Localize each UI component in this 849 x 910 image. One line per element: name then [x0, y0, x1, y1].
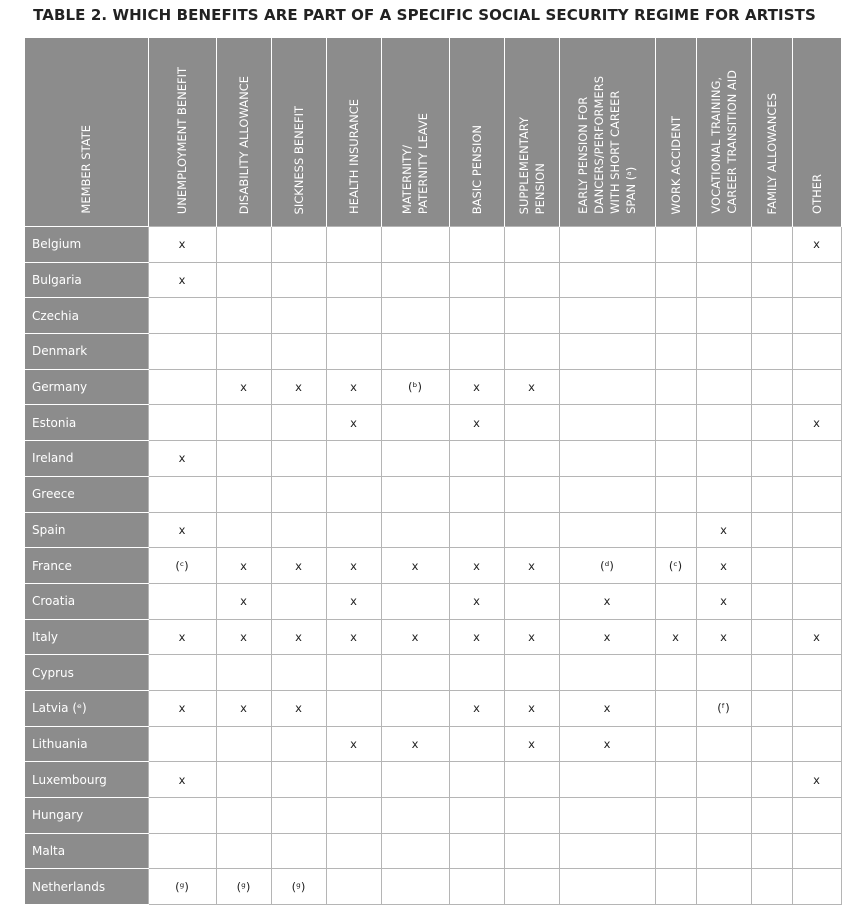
benefit-cell — [559, 405, 655, 441]
benefit-cell — [216, 476, 271, 512]
column-header — [696, 38, 751, 227]
benefit-cell — [559, 476, 655, 512]
benefit-cell — [655, 690, 696, 726]
benefit-cell: x — [326, 369, 381, 405]
benefit-cell — [216, 726, 271, 762]
benefit-cell: x — [655, 619, 696, 655]
benefit-cell — [449, 334, 504, 370]
benefit-cell — [504, 298, 559, 334]
benefit-cell — [449, 798, 504, 834]
benefit-cell: x — [559, 690, 655, 726]
benefit-cell: x — [559, 619, 655, 655]
benefit-cell — [148, 833, 216, 869]
benefit-cell — [381, 227, 449, 263]
benefit-cell: x — [148, 512, 216, 548]
benefit-cell — [148, 726, 216, 762]
benefit-cell: x — [792, 762, 841, 798]
benefit-cell — [792, 476, 841, 512]
column-header — [751, 38, 792, 227]
member-state-cell: Cyprus — [25, 655, 148, 691]
benefit-cell — [751, 262, 792, 298]
benefit-cell: x — [148, 441, 216, 477]
benefit-cell — [751, 726, 792, 762]
benefit-cell: x — [449, 405, 504, 441]
benefit-cell — [655, 833, 696, 869]
benefit-cell — [655, 262, 696, 298]
benefit-cell — [381, 583, 449, 619]
benefit-cell — [792, 548, 841, 584]
benefit-cell — [449, 726, 504, 762]
benefit-cell: x — [216, 369, 271, 405]
benefit-cell — [326, 512, 381, 548]
column-header — [271, 38, 326, 227]
benefit-cell: x — [449, 619, 504, 655]
benefit-cell — [271, 227, 326, 263]
benefit-cell — [216, 798, 271, 834]
benefit-cell — [271, 476, 326, 512]
column-header — [326, 38, 381, 227]
benefit-cell — [751, 869, 792, 905]
benefit-cell: x — [696, 583, 751, 619]
benefit-cell — [792, 798, 841, 834]
benefit-cell — [751, 690, 792, 726]
benefit-cell: x — [271, 369, 326, 405]
benefit-cell — [696, 798, 751, 834]
benefit-cell: x — [148, 619, 216, 655]
table-row — [25, 441, 841, 477]
benefit-cell — [559, 334, 655, 370]
table-row — [25, 262, 841, 298]
benefit-cell — [696, 262, 751, 298]
benefit-cell — [381, 833, 449, 869]
benefit-cell — [792, 833, 841, 869]
benefit-cell — [792, 869, 841, 905]
benefit-cell: x — [381, 548, 449, 584]
benefit-cell — [449, 833, 504, 869]
benefit-cell — [792, 369, 841, 405]
benefit-cell — [271, 583, 326, 619]
table-row — [25, 227, 841, 263]
benefit-cell — [271, 726, 326, 762]
benefit-cell — [271, 655, 326, 691]
table-row — [25, 619, 841, 655]
benefit-cell — [271, 798, 326, 834]
benefit-cell: x — [148, 690, 216, 726]
benefit-cell — [696, 441, 751, 477]
benefit-cell — [271, 334, 326, 370]
benefit-cell — [504, 762, 559, 798]
benefit-cell — [751, 334, 792, 370]
benefit-cell — [449, 512, 504, 548]
benefit-cell — [449, 476, 504, 512]
member-state-cell: Netherlands — [25, 869, 148, 905]
table-row — [25, 762, 841, 798]
benefit-cell — [559, 833, 655, 869]
benefit-cell — [696, 334, 751, 370]
benefit-cell: x — [449, 548, 504, 584]
benefit-cell — [148, 334, 216, 370]
benefit-cell — [148, 369, 216, 405]
benefit-cell — [559, 227, 655, 263]
benefit-cell — [381, 655, 449, 691]
column-header-label: HEALTH INSURANCE — [346, 99, 361, 214]
column-header-label: MEMBER STATE — [79, 125, 94, 214]
benefit-cell — [381, 262, 449, 298]
table-body — [25, 227, 841, 905]
benefit-cell — [148, 583, 216, 619]
benefit-cell — [148, 798, 216, 834]
column-header-label: BASIC PENSION — [469, 124, 484, 214]
benefit-cell — [271, 262, 326, 298]
benefit-cell — [148, 476, 216, 512]
benefit-cell: (ᵇ) — [381, 369, 449, 405]
benefit-cell — [559, 369, 655, 405]
benefit-cell — [216, 441, 271, 477]
benefit-cell — [271, 512, 326, 548]
benefit-cell — [655, 762, 696, 798]
benefit-cell — [381, 762, 449, 798]
benefit-cell — [751, 369, 792, 405]
benefit-cell — [449, 655, 504, 691]
benefit-cell — [655, 405, 696, 441]
member-state-cell: Hungary — [25, 798, 148, 834]
benefit-cell — [216, 762, 271, 798]
benefit-cell: x — [504, 619, 559, 655]
benefit-cell — [655, 512, 696, 548]
benefit-cell: x — [504, 369, 559, 405]
benefit-cell — [326, 227, 381, 263]
benefit-cell — [655, 726, 696, 762]
member-state-cell: Bulgaria — [25, 262, 148, 298]
benefits-table — [25, 38, 842, 905]
benefit-cell — [751, 548, 792, 584]
benefit-cell — [751, 298, 792, 334]
header-row — [25, 38, 841, 227]
benefit-cell — [449, 869, 504, 905]
benefit-cell — [792, 512, 841, 548]
benefit-cell: (ᵍ) — [148, 869, 216, 905]
benefit-cell — [504, 869, 559, 905]
benefit-cell: x — [504, 726, 559, 762]
benefit-cell: x — [216, 548, 271, 584]
benefit-cell — [504, 227, 559, 263]
benefit-cell — [696, 298, 751, 334]
benefit-cell — [655, 798, 696, 834]
benefit-cell — [504, 833, 559, 869]
benefit-cell: x — [449, 583, 504, 619]
benefit-cell — [792, 334, 841, 370]
member-state-cell: Estonia — [25, 405, 148, 441]
table-row — [25, 298, 841, 334]
benefit-cell: x — [148, 762, 216, 798]
benefit-cell: x — [148, 227, 216, 263]
benefit-cell: x — [792, 619, 841, 655]
benefit-cell — [655, 227, 696, 263]
benefit-cell: x — [326, 548, 381, 584]
benefit-cell: x — [216, 690, 271, 726]
benefit-cell: x — [271, 548, 326, 584]
column-header-label: SICKNESS BENEFIT — [291, 105, 306, 214]
benefit-cell — [559, 762, 655, 798]
benefit-cell — [792, 655, 841, 691]
benefit-cell: x — [559, 726, 655, 762]
table-row — [25, 726, 841, 762]
member-state-cell: France — [25, 548, 148, 584]
benefit-cell: x — [504, 690, 559, 726]
benefit-cell — [381, 405, 449, 441]
benefit-cell — [504, 655, 559, 691]
benefit-cell — [655, 334, 696, 370]
benefit-cell: x — [326, 726, 381, 762]
benefit-cell: x — [792, 405, 841, 441]
benefit-cell — [751, 833, 792, 869]
benefit-cell — [559, 655, 655, 691]
benefit-cell — [696, 726, 751, 762]
benefit-cell — [381, 690, 449, 726]
member-state-cell: Ireland — [25, 441, 148, 477]
column-header-label: EARLY PENSION FOR DANCERS/PERFORMERS WITH SHORT CAREER SPAN (ᵃ) — [576, 76, 638, 214]
column-header — [504, 38, 559, 227]
benefit-cell — [326, 262, 381, 298]
benefit-cell — [559, 298, 655, 334]
benefit-cell — [696, 369, 751, 405]
benefit-cell — [381, 334, 449, 370]
benefit-cell: x — [326, 583, 381, 619]
benefit-cell: (ᶠ) — [696, 690, 751, 726]
benefit-cell — [271, 762, 326, 798]
benefit-cell — [559, 441, 655, 477]
benefit-cell — [216, 405, 271, 441]
benefit-cell — [751, 655, 792, 691]
column-header — [148, 38, 216, 227]
benefit-cell — [449, 441, 504, 477]
benefit-cell — [504, 476, 559, 512]
member-state-cell: Belgium — [25, 227, 148, 263]
benefit-cell — [792, 583, 841, 619]
benefit-cell: x — [696, 512, 751, 548]
benefit-cell — [381, 441, 449, 477]
benefit-cell: x — [559, 583, 655, 619]
benefit-cell — [696, 869, 751, 905]
column-header-label: UNEMPLOYMENT BENEFIT — [175, 66, 189, 214]
benefit-cell — [326, 762, 381, 798]
table-row — [25, 334, 841, 370]
benefit-cell: x — [504, 548, 559, 584]
benefit-cell — [792, 298, 841, 334]
benefit-cell — [559, 512, 655, 548]
benefit-cell: x — [696, 619, 751, 655]
column-header-label: DISABILITY ALLOWANCE — [236, 75, 251, 214]
benefit-cell — [148, 405, 216, 441]
column-header — [216, 38, 271, 227]
member-state-cell: Malta — [25, 833, 148, 869]
benefit-cell: (ᵍ) — [216, 869, 271, 905]
benefit-cell — [216, 655, 271, 691]
benefit-cell: x — [216, 619, 271, 655]
benefit-cell: x — [271, 619, 326, 655]
benefit-cell — [326, 334, 381, 370]
column-header-label: MATERNITY/ PATERNITY LEAVE — [400, 112, 430, 214]
benefit-cell — [655, 583, 696, 619]
member-state-cell: Croatia — [25, 583, 148, 619]
benefit-cell — [381, 869, 449, 905]
benefit-cell — [326, 690, 381, 726]
benefit-cell — [751, 405, 792, 441]
benefit-cell — [504, 798, 559, 834]
benefit-cell — [504, 583, 559, 619]
column-header — [449, 38, 504, 227]
benefit-cell — [655, 369, 696, 405]
benefit-cell — [751, 227, 792, 263]
benefit-cell — [559, 262, 655, 298]
member-state-cell: Luxembourg — [25, 762, 148, 798]
column-header — [792, 38, 841, 227]
benefit-cell — [326, 441, 381, 477]
benefit-cell: (ᵈ) — [559, 548, 655, 584]
benefit-cell: x — [216, 583, 271, 619]
benefit-cell: x — [449, 369, 504, 405]
benefit-cell: x — [326, 405, 381, 441]
benefit-cell — [751, 619, 792, 655]
benefit-cell — [696, 655, 751, 691]
column-header — [381, 38, 449, 227]
benefit-cell — [504, 334, 559, 370]
table-row — [25, 512, 841, 548]
table-row — [25, 869, 841, 905]
benefit-cell — [271, 405, 326, 441]
member-state-cell: Denmark — [25, 334, 148, 370]
benefit-cell — [696, 833, 751, 869]
benefit-cell — [792, 262, 841, 298]
benefit-cell — [751, 512, 792, 548]
member-state-cell: Spain — [25, 512, 148, 548]
benefit-cell — [326, 798, 381, 834]
benefit-cell — [216, 833, 271, 869]
benefit-cell — [655, 655, 696, 691]
benefit-cell — [696, 227, 751, 263]
benefit-cell — [696, 476, 751, 512]
benefit-cell — [216, 262, 271, 298]
table-row — [25, 369, 841, 405]
benefit-cell — [271, 441, 326, 477]
member-state-cell: Italy — [25, 619, 148, 655]
benefit-cell: x — [696, 548, 751, 584]
benefit-cell — [381, 798, 449, 834]
table-row — [25, 833, 841, 869]
table-row — [25, 548, 841, 584]
table-row — [25, 583, 841, 619]
benefit-cell — [148, 655, 216, 691]
benefit-cell: x — [792, 227, 841, 263]
benefit-cell — [655, 298, 696, 334]
benefit-cell — [326, 476, 381, 512]
benefit-cell — [751, 762, 792, 798]
benefit-cell — [751, 583, 792, 619]
benefit-cell: x — [381, 619, 449, 655]
benefit-cell — [271, 298, 326, 334]
benefit-cell: (ᶜ) — [148, 548, 216, 584]
benefit-cell — [381, 512, 449, 548]
column-header — [559, 38, 655, 227]
benefit-cell — [792, 726, 841, 762]
benefit-cell — [751, 441, 792, 477]
column-header-member-state — [25, 38, 148, 227]
benefit-cell: x — [271, 690, 326, 726]
benefit-cell: x — [326, 619, 381, 655]
benefit-cell — [449, 227, 504, 263]
member-state-cell: Germany — [25, 369, 148, 405]
table-title: TABLE 2. WHICH BENEFITS ARE PART OF A SPECIFIC SOCIAL SECURITY REGIME FOR ARTISTS — [33, 6, 816, 24]
benefit-cell — [504, 405, 559, 441]
benefit-cell — [655, 869, 696, 905]
benefit-cell — [655, 476, 696, 512]
benefit-cell — [326, 869, 381, 905]
benefit-cell — [696, 405, 751, 441]
table-row — [25, 476, 841, 512]
benefit-cell — [216, 512, 271, 548]
benefit-cell — [326, 833, 381, 869]
benefit-cell — [655, 441, 696, 477]
benefit-cell: (ᵍ) — [271, 869, 326, 905]
benefit-cell: x — [148, 262, 216, 298]
benefit-cell — [504, 512, 559, 548]
column-header-label: SUPPLEMENTARY PENSION — [516, 116, 547, 214]
benefit-cell: x — [449, 690, 504, 726]
member-state-cell: Latvia (ᵉ) — [25, 690, 148, 726]
benefit-cell — [326, 298, 381, 334]
table-row — [25, 798, 841, 834]
benefit-cell — [216, 227, 271, 263]
benefit-cell — [559, 869, 655, 905]
benefit-cell — [449, 298, 504, 334]
benefit-cell — [216, 334, 271, 370]
benefit-cell — [381, 476, 449, 512]
benefit-cell — [559, 798, 655, 834]
benefit-cell — [216, 298, 271, 334]
member-state-cell: Lithuania — [25, 726, 148, 762]
benefit-cell — [381, 298, 449, 334]
benefit-cell — [696, 762, 751, 798]
benefit-cell: (ᶜ) — [655, 548, 696, 584]
table-row — [25, 655, 841, 691]
benefit-cell — [504, 441, 559, 477]
benefit-cell — [751, 798, 792, 834]
column-header-label: WORK ACCIDENT — [668, 115, 683, 214]
table-row — [25, 405, 841, 441]
column-header-label: VOCATIONAL TRAINING, CAREER TRANSITION AID — [708, 70, 739, 214]
benefit-cell — [271, 833, 326, 869]
benefit-cell — [792, 690, 841, 726]
benefit-cell: x — [381, 726, 449, 762]
benefit-cell — [449, 262, 504, 298]
benefit-cell — [148, 298, 216, 334]
benefit-cell — [792, 441, 841, 477]
member-state-cell: Czechia — [25, 298, 148, 334]
column-header-label: OTHER — [809, 174, 824, 214]
benefit-cell — [449, 762, 504, 798]
benefit-cell — [326, 655, 381, 691]
column-header-label: FAMILY ALLOWANCES — [764, 92, 779, 214]
table-row — [25, 690, 841, 726]
member-state-cell: Greece — [25, 476, 148, 512]
benefit-cell — [504, 262, 559, 298]
benefit-cell — [751, 476, 792, 512]
column-header — [655, 38, 696, 227]
